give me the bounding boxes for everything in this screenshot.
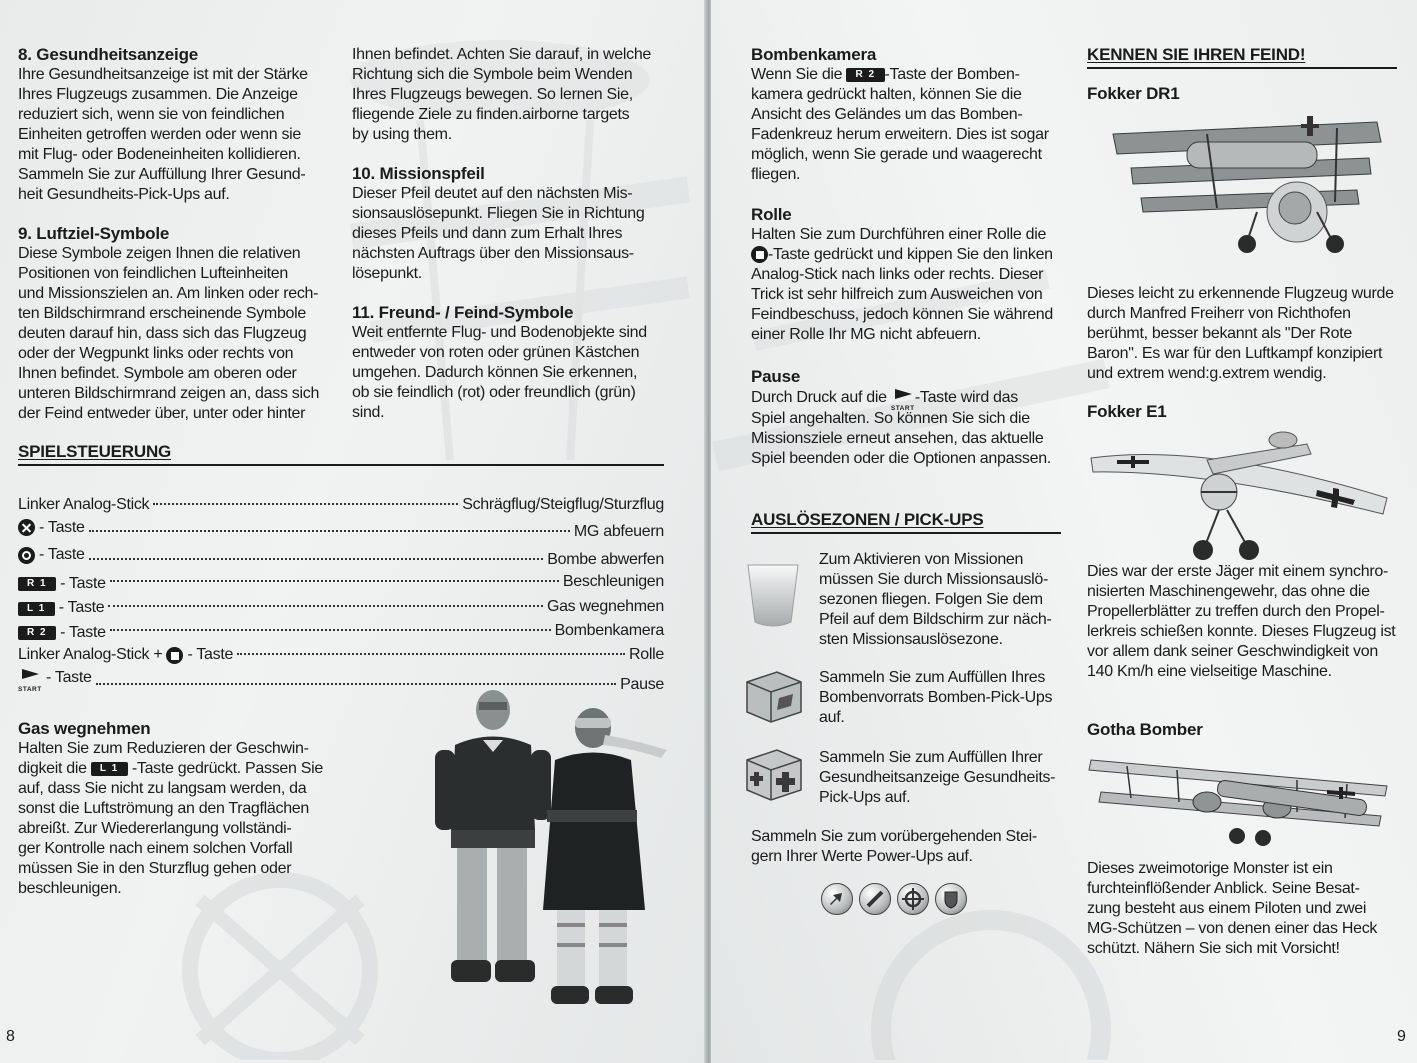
controls-list (18, 494, 664, 697)
paragraph-line: sezonen fliegen. Folgen Sie dem (819, 591, 1043, 608)
dot-leader (153, 503, 458, 505)
section-air-target-symbols-continued (352, 45, 664, 145)
paragraph-line: Spiel angehalten. So können Sie sich die (751, 410, 1030, 427)
powerups-text (751, 827, 1063, 867)
paragraph-line: Einheiten getroffen werden oder wenn sie (18, 126, 302, 143)
paragraph-line: Sammeln Sie zum Auffüllen Ihrer (819, 749, 1043, 766)
dot-leader (237, 653, 625, 655)
paragraph-line: Pick-Ups auf. (819, 789, 911, 806)
paragraph-line: Spiel beenden oder die Optionen anpassen. (751, 450, 1051, 467)
section-bomb-camera (751, 45, 1061, 185)
enemy-heading (1087, 45, 1397, 69)
paragraph-line: furchteinflößender Anblick. Seine Besat- (1087, 880, 1360, 897)
start-button-label: START (18, 686, 42, 694)
start-button-icon (890, 387, 915, 412)
cross-button-icon (18, 519, 35, 536)
paragraph-line: einer Rolle Ihr MG nicht abfeuern. (751, 326, 981, 343)
right-page (711, 0, 1417, 1063)
paragraph-line: lösepunkt. (352, 265, 422, 282)
paragraph-line: Ihnen befindet. Achten Sie darauf, in welche (352, 46, 652, 63)
paragraph-line: entweder von roten oder grünen Kästchen (352, 344, 640, 361)
controls-heading (18, 442, 664, 466)
paragraph-line: MG-Schützen – von denen einer das Heck (1087, 920, 1378, 937)
section-title: 8. Gesundheitsanzeige (18, 45, 199, 64)
controls-row (18, 644, 664, 667)
paragraph-line: durch Manfred Freiherr von Richthofen (1087, 305, 1351, 322)
paragraph-line: Dies war der erste Jäger mit einem synchro- (1087, 563, 1388, 580)
paragraph-line: Analog-Stick nach links oder rechts. Dieser (751, 266, 1044, 283)
section-health-display (18, 45, 328, 205)
pickups-heading-text: AUSLÖSEZONEN / PICK-UPS (751, 510, 984, 529)
section-pause (751, 367, 1061, 469)
fokker-dr1-triplane-illustration (1107, 112, 1397, 267)
paragraph-line: lerkreis schießen konnte. Dieses Flugzeug ist (1087, 623, 1396, 640)
weapon-powerup-icon (859, 883, 891, 915)
control-label: Linker Analog-Stick + (18, 646, 163, 664)
paragraph-line: Missionsziele erneut ansehen, das aktuelle (751, 430, 1044, 447)
control-action: Pause (620, 676, 664, 694)
control-label: Linker Analog-Stick (18, 496, 150, 513)
start-button-label: START (890, 405, 915, 412)
enemy-fokker-e1-text (1087, 562, 1399, 682)
paragraph-line: Gesundheitsanzeige Gesundheits- (819, 769, 1056, 786)
control-action: Rolle (629, 646, 664, 664)
paragraph-line: Ihres Flugzeugs bewegen. So lernen Sie, (352, 86, 633, 103)
paragraph-line (18, 759, 330, 779)
paragraph-line: unteren Bildschirmrand zeigen an, dass sich (18, 385, 320, 402)
r2-button-icon: R 2 (18, 626, 56, 640)
text-fragment: -Taste gedrückt. Passen Sie (131, 760, 323, 777)
paragraph-line: Propellerblätter zu treffen durch den Propel- (1087, 603, 1385, 620)
enemy-gotha-text (1087, 859, 1399, 959)
paragraph-line: mit Flug- oder Bodeneinheiten kollidieren. (18, 146, 301, 163)
paragraph-line: 140 Km/h eine vielseitige Maschine. (1087, 663, 1332, 680)
paragraph-line: Sammeln Sie zur Auffüllung Ihrer Gesund- (18, 166, 306, 183)
paragraph-line: Ihnen befindet. Symbole am oberen oder (18, 365, 297, 382)
section-title: Gotha Bomber (1087, 720, 1203, 739)
page-number: 9 (1397, 1028, 1406, 1045)
powerup-icons-row (821, 883, 967, 915)
paragraph-line: gern Ihrer Werte Power-Ups auf. (751, 848, 973, 865)
paragraph-line: heit Gesundheits-Pick-Ups auf. (18, 186, 230, 203)
paragraph-line: Bombenvorrats Bomben-Pick-Ups (819, 689, 1053, 706)
paragraph-line: Halten Sie zum Durchführen einer Rolle die (751, 226, 1047, 243)
paragraph-line: Dieses leicht zu erkennende Flugzeug wurde (1087, 285, 1394, 302)
section-mission-arrow (352, 164, 664, 284)
paragraph-line: und extrem wend:g.extrem wendig. (1087, 365, 1327, 382)
health-crate-icon (743, 746, 805, 809)
control-action: MG abfeuern (573, 523, 664, 541)
paragraph-line: fliegende Ziele zu finden.airborne targets (352, 106, 630, 123)
text-fragment: Wenn Sie die (751, 66, 843, 83)
paragraph-line: zung besteht aus einem Piloten und zwei (1087, 900, 1367, 917)
paragraph-line: der Feind entweder über, unter oder hinter (18, 405, 306, 422)
paragraph-line: Diese Symbole zeigen Ihnen die relativen (18, 245, 301, 262)
paragraph-line: Sammeln Sie zum Auffüllen Ihres (819, 669, 1046, 686)
paragraph-line: abreißt. Zur Wiedererlangung vollständi- (18, 820, 292, 837)
control-label: - Taste (39, 545, 85, 563)
paragraph-line: ob sie feindlich (rot) oder freundlich (grün) (352, 384, 636, 401)
section-title: Fokker DR1 (1087, 84, 1180, 103)
paragraph-line: beschleunigen. (18, 880, 122, 897)
pickup-trigger-zone-text (819, 550, 1065, 650)
control-label: - Taste (46, 668, 92, 686)
paragraph-line: by using them. (352, 126, 452, 143)
controls-row (18, 571, 664, 595)
section-friend-foe-symbols (352, 303, 664, 423)
crosshair-powerup-icon (897, 883, 929, 915)
start-button-icon (18, 667, 42, 694)
control-label-suffix: - Taste (187, 646, 234, 664)
trigger-zone-icon (743, 560, 803, 635)
text-fragment: -Taste der Bomben- (884, 66, 1020, 83)
paragraph-line: ten Bildschirmrand erscheinende Symbole (18, 305, 307, 322)
pickup-health-text (819, 748, 1065, 808)
control-action: Bombenkamera (554, 621, 664, 639)
paragraph-line: Zum Aktivieren von Missionen (819, 551, 1024, 568)
paragraph-line: nächsten Auftrags über den Missionsaus- (352, 245, 634, 262)
l1-button-icon: L 1 (18, 602, 55, 616)
paragraph-line: Richtung sich die Symbole beim Wenden (352, 66, 633, 83)
enemy-heading-text: KENNEN SIE IHREN FEIND! (1087, 45, 1306, 64)
enemy-fokker-dr1-title (1087, 84, 1397, 104)
circle-button-icon (18, 547, 35, 564)
controls-row (18, 596, 664, 620)
paragraph-line: Dieses zweimotorige Monster ist ein (1087, 860, 1333, 877)
shield-powerup-icon (935, 883, 967, 915)
paragraph-line: berühmt, besser bekannt als "Der Rote (1087, 325, 1352, 342)
page-number: 8 (6, 1028, 15, 1045)
paragraph-line: Pfeil auf dem Bildschirm zur näch- (819, 611, 1052, 628)
paragraph-line: sind. (352, 404, 385, 421)
paragraph-line: sionsauslösepunkt. Fliegen Sie in Richtung (352, 205, 645, 222)
control-action: Beschleunigen (562, 573, 664, 591)
control-label: - Taste (60, 575, 106, 593)
paragraph-line (751, 245, 1061, 265)
section-title: Fokker E1 (1087, 402, 1167, 421)
section-throttle-down (18, 719, 330, 899)
r1-button-icon: R 1 (18, 577, 56, 591)
dot-leader (108, 605, 543, 607)
r2-button-icon: R 2 (846, 68, 884, 82)
paragraph-line: kamera gedrückt halten, können Sie die (751, 86, 1022, 103)
controls-row (18, 620, 664, 644)
left-page (0, 0, 706, 1063)
control-action: Bombe abwerfen (547, 550, 664, 568)
paragraph-line: Halten Sie zum Reduzieren der Geschwin- (18, 740, 309, 757)
paragraph-line: Trick ist sehr hilfreich zum Ausweichen von (751, 286, 1043, 303)
control-label: - Taste (39, 518, 85, 536)
text-fragment: digkeit die (18, 760, 87, 777)
paragraph-line: schützt. Nähern Sie sich mit Vorsicht! (1087, 940, 1340, 957)
paragraph-line: auf. (819, 709, 845, 726)
paragraph-line: Sammeln Sie zum vorübergehenden Stei- (751, 828, 1037, 845)
pickups-heading (751, 510, 1061, 534)
paragraph-line: nisierten Maschinengewehr, das ohne die (1087, 583, 1370, 600)
paragraph-line: Positionen von feindlichen Lufteinheiten (18, 265, 288, 282)
controls-row (18, 517, 664, 544)
paragraph-line: umgehen. Dadurch können Sie erkennen, (352, 364, 638, 381)
paragraph-line: Ihres Flugzeugs zusammen. Die Anzeige (18, 86, 298, 103)
enemy-fokker-dr1-text (1087, 284, 1399, 384)
paragraph-line: Baron". Es war für den Luftkampf konzipiert (1087, 345, 1383, 362)
text-fragment: -Taste wird das (914, 389, 1018, 407)
paragraph-line: müssen Sie in den Sturzflug gehen oder (18, 860, 292, 877)
controls-row (18, 544, 664, 571)
paragraph-line: sten Missionsauslösezone. (819, 631, 1003, 648)
control-action: Gas wegnehmen (546, 597, 664, 615)
paragraph-line: Weit entfernte Flug- und Bodenobjekte sind (352, 324, 647, 341)
control-label: - Taste (58, 599, 105, 617)
section-roll (751, 205, 1061, 345)
section-title: Gas wegnehmen (18, 719, 151, 738)
paragraph-line: möglich, wenn Sie gerade und waagerecht (751, 146, 1042, 163)
text-fragment: -Taste gedrückt und kippen Sie den linken (768, 246, 1053, 263)
paragraph-line (751, 387, 1061, 412)
dot-leader (89, 530, 570, 532)
gotha-bomber-illustration (1087, 740, 1397, 855)
square-button-icon (166, 647, 183, 664)
dot-leader (89, 558, 544, 560)
control-action: Schrägflug/Steigflug/Sturzflug (462, 496, 664, 513)
paragraph-line: oder der Wegpunkt links oder rechts von (18, 345, 294, 362)
section-title: Bombenkamera (751, 45, 877, 64)
l1-button-icon: L 1 (91, 762, 128, 776)
enemy-fokker-e1-title (1087, 402, 1397, 422)
paragraph-line: Ansicht des Geländes um das Bomben- (751, 106, 1023, 123)
controls-heading-text: SPIELSTEUERUNG (18, 442, 172, 461)
controls-row (18, 494, 664, 517)
paragraph-line: fliegen. (751, 166, 801, 183)
pickup-bomb-text (819, 668, 1065, 728)
paragraph-line: und Missionszielen an. Am linken oder rech- (18, 285, 319, 302)
enemy-gotha-title (1087, 720, 1397, 740)
dot-leader (110, 629, 551, 631)
section-title: Pause (751, 367, 801, 386)
paragraph-line: müssen Sie durch Missionsauslö- (819, 571, 1049, 588)
paragraph-line: ger Kontrolle nach einem solchen Vorfall (18, 840, 293, 857)
dot-leader (110, 580, 559, 582)
section-title: 11. Freund- / Feind-Symbole (352, 303, 574, 322)
paragraph-line: Feindbeschuss, jedoch können Sie während (751, 306, 1053, 323)
paragraph-line: reduziert sich, wenn sie von feindlichen (18, 106, 285, 123)
bomb-crate-icon (743, 668, 805, 731)
dot-leader (96, 683, 616, 685)
paragraph-line: Ihre Gesundheitsanzeige ist mit der Stärke (18, 66, 308, 83)
section-title: 9. Luftziel-Symbole (18, 224, 170, 243)
fokker-e1-monoplane-illustration (1087, 430, 1397, 575)
paragraph-line: dieses Pfeils und dann zum Erhalt Ihres (352, 225, 623, 242)
section-title: 10. Missionspfeil (352, 164, 485, 183)
speed-powerup-icon (821, 883, 853, 915)
paragraph-line: sonst die Luftströmung an den Tragflächen (18, 800, 310, 817)
control-label: - Taste (60, 623, 106, 641)
paragraph-line: auf, dass Sie nicht zu langsam werden, da (18, 780, 307, 797)
paragraph-line: deuten darauf hin, dass sich das Flugzeug (18, 325, 307, 342)
section-title: Rolle (751, 205, 792, 224)
paragraph-line: Dieser Pfeil deutet auf den nächsten Mis- (352, 185, 633, 202)
text-fragment: Durch Druck auf die (751, 389, 887, 407)
paragraph-line: Fadenkreuz herum erweitern. Dies ist sogar (751, 126, 1049, 143)
pilot-characters-illustration (435, 690, 675, 1025)
paragraph-line: vor allem dank seiner Geschwindigkeit von (1087, 643, 1378, 660)
section-air-target-symbols (18, 224, 328, 424)
paragraph-line (751, 65, 1061, 85)
square-button-icon (751, 246, 768, 263)
